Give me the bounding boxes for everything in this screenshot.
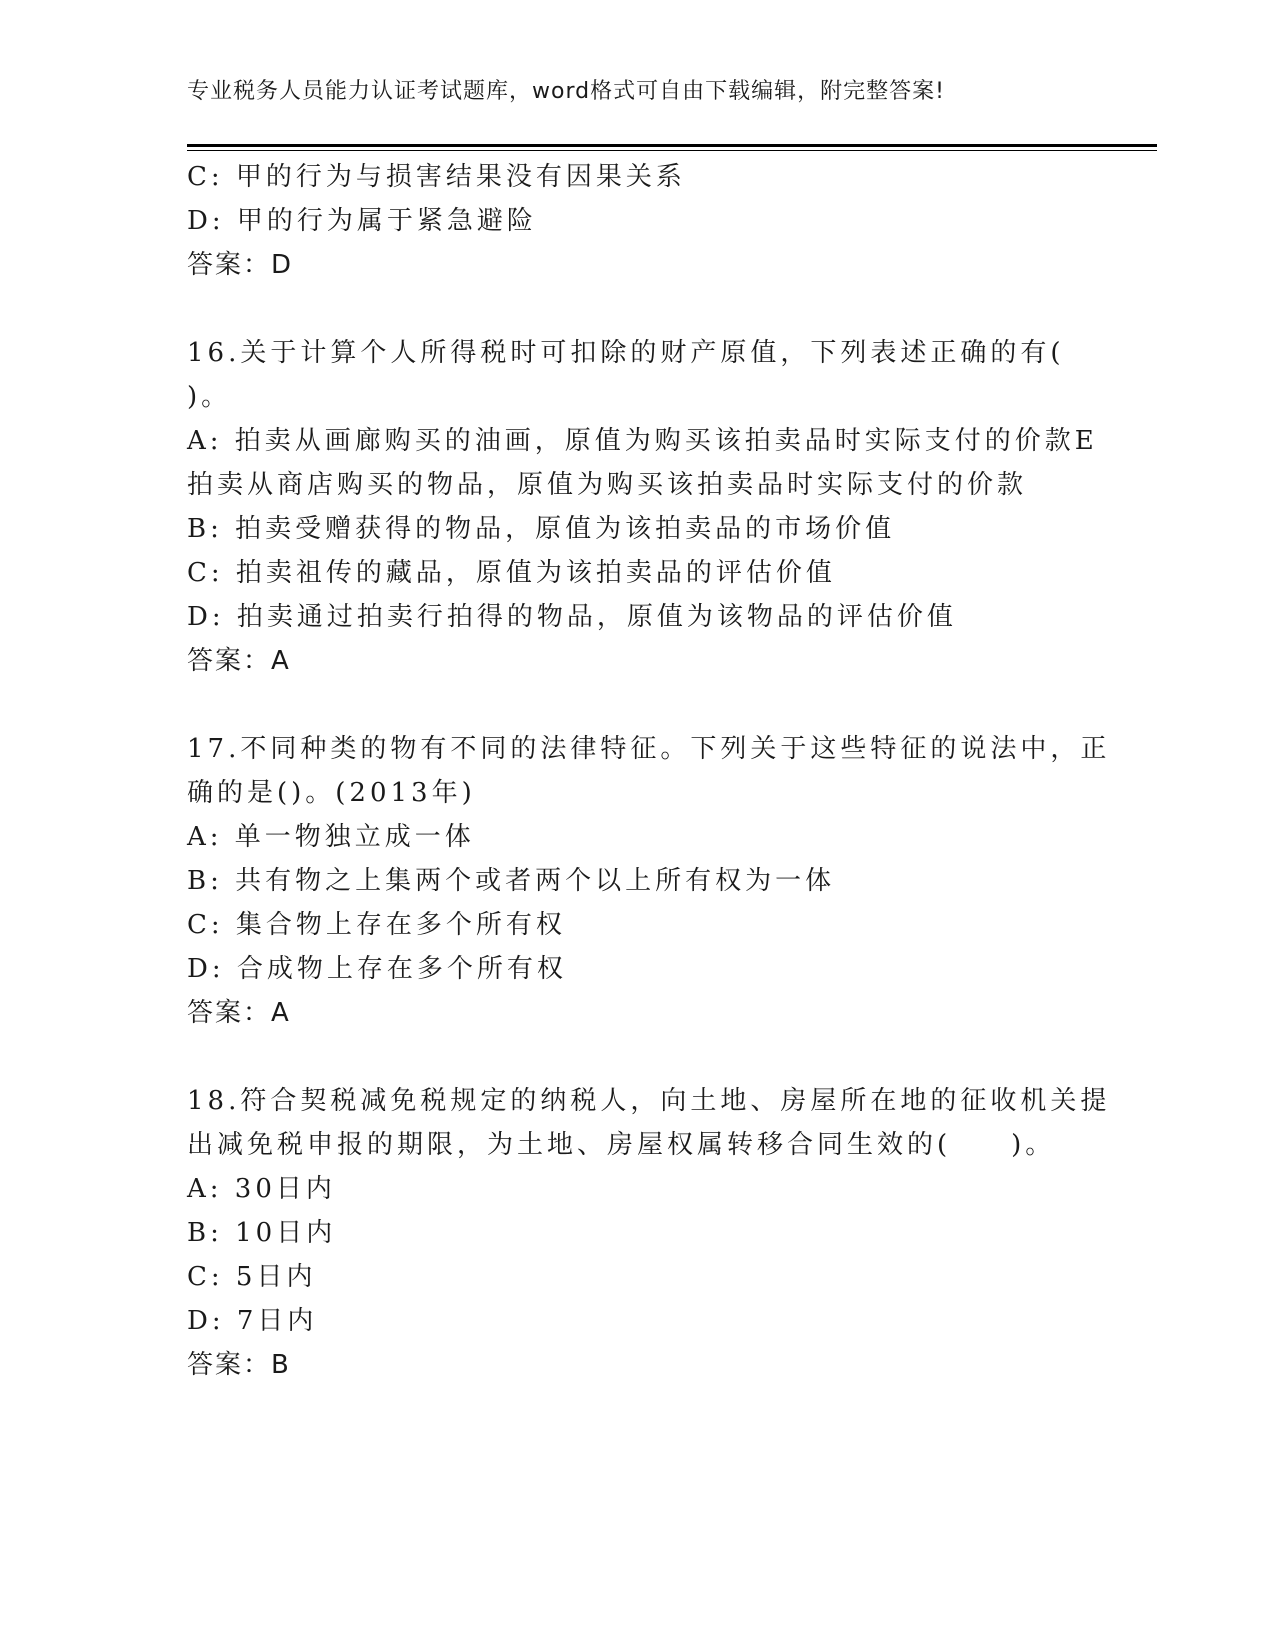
q16-option-a-line1: A: 拍卖从画廊购买的油画，原值为购买该拍卖品时实际支付的价款E [187,426,1098,456]
q16-option-d: D: 拍卖通过拍卖行拍得的物品，原值为该物品的评估价值 [187,602,957,632]
q17-option-c: C: 集合物上存在多个所有权 [187,910,566,940]
q16-option-a-line2: 拍卖从商店购买的物品，原值为购买该拍卖品时实际支付的价款 [187,470,1028,500]
q15-answer: 答案：D [187,250,294,280]
q16-option-b: B: 拍卖受赠获得的物品，原值为该拍卖品的市场价值 [187,514,896,544]
q16-answer: 答案：A [187,646,291,676]
q15-option-c: C: 甲的行为与损害结果没有因果关系 [187,162,686,192]
q18-stem-line1: 18.符合契税减免税规定的纳税人，向土地、房屋所在地的征收机关提 [187,1086,1111,1116]
q18-stem-line2: 出减免税申报的期限，为土地、房屋权属转移合同生效的( )。 [187,1130,1056,1160]
q17-option-d: D: 合成物上存在多个所有权 [187,954,567,984]
q15-option-d: D: 甲的行为属于紧急避险 [187,206,537,236]
page-header: 专业税务人员能力认证考试题库，word格式可自由下载编辑，附完整答案! [187,79,945,104]
q17-stem-line1: 17.不同种类的物有不同的法律特征。下列关于这些特征的说法中，正 [187,734,1111,764]
q18-option-d: D: 7日内 [187,1306,318,1336]
header-rule-thin [187,150,1157,151]
q16-option-c: C: 拍卖祖传的藏品，原值为该拍卖品的评估价值 [187,558,836,588]
q18-option-b: B: 10日内 [187,1218,337,1248]
q16-stem-line2: )。 [187,382,232,412]
header-rule-thick [187,144,1157,147]
q16-stem-line1: 16.关于计算个人所得税时可扣除的财产原值，下列表述正确的有( [187,338,1065,368]
q17-answer: 答案：A [187,998,291,1028]
q17-option-b: B: 共有物之上集两个或者两个以上所有权为一体 [187,866,836,896]
q17-stem-line2: 确的是()。(2013年) [187,778,476,808]
q18-option-c: C: 5日内 [187,1262,317,1292]
q18-option-a: A: 30日内 [187,1174,336,1204]
q18-answer: 答案：B [187,1350,291,1380]
q17-option-a: A: 单一物独立成一体 [187,822,475,852]
